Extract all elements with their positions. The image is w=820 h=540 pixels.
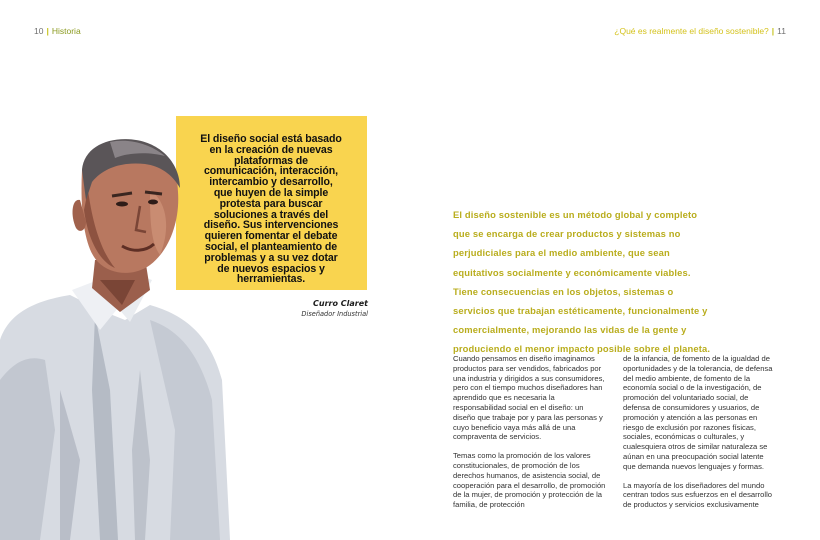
right-section-title: ¿Qué es realmente el diseño sostenible? bbox=[614, 26, 769, 36]
left-running-header bbox=[34, 26, 81, 36]
portrait-illustration bbox=[0, 130, 230, 540]
quote-author: Curro Claret bbox=[313, 299, 368, 308]
left-page-number: 10 bbox=[34, 26, 44, 36]
header-separator: | bbox=[771, 26, 775, 36]
quote-author-role: Diseñador Industrial bbox=[301, 310, 368, 318]
quote-attribution bbox=[301, 299, 368, 318]
header-separator: | bbox=[46, 26, 49, 36]
right-page-number: 11 bbox=[777, 26, 786, 36]
pull-quote: El diseño social está basado en la creación de nuevas plataformas de comunicación, interacción, intercambio y desarrollo, que huyen de la simple protesta para buscar soluciones a través del diseño. Sus intervenciones quieren fomentar el debate social, el planteamiento de problemas y a su vez dotar de nuevos espacios y herramientas. bbox=[200, 133, 342, 286]
body-paragraph: Temas como la promoción de los valores constitucionales, de promoción de los derechos humanos, de asistencia social, de cooperación para el desarrollo, de promoción de la mujer, de promoción y protección de la familia, de protección bbox=[453, 451, 606, 510]
body-column-1 bbox=[453, 354, 607, 519]
body-column-2 bbox=[623, 354, 777, 519]
body-paragraph: de la infancia, de fomento de la igualdad de oportunidades y de la tolerancia, de defensa del medio ambiente, de fomento de la economía social o de la investigación, de promoción del voluntariado social, de defensa de consumidores y usuarios, de promoción y atención a las personas en riesgo de exclusión por razones físicas, sociales, económicas o culturales, y cualesquiera otros de similar naturaleza se aúnan en una preocupación social latente que demanda nuevos lenguajes y formas. bbox=[623, 354, 773, 471]
right-running-header bbox=[614, 26, 786, 36]
lead-paragraph: El diseño sostenible es un método global y completo que se encarga de crear productos y sistemas no perjudiciales para el medio ambiente, que sean equitativos socialmente y económicamente viables. Tiene consecuencias en los objetos, sistemas o servicios que trabajan estéticamente, funcionalmente y comercialmente, mejorando las vidas de la gente y produciendo el menor impacto posible sobre el planeta. bbox=[453, 209, 711, 355]
body-paragraph: Cuando pensamos en diseño imaginamos productos para ser vendidos, fabricados por una industria y dirigidos a sus consumidores, pero con el tiempo muchos diseñadores han aprendido que es necesaria la responsabilidad social en el diseño: un diseño que trabaje por y para las personas y cuyo beneficio vaya más allá de una compraventa de servicios. bbox=[453, 354, 605, 442]
left-section-title: Historia bbox=[51, 26, 81, 36]
body-paragraph: La mayoría de los diseñadores del mundo centran todos sus esfuerzos en el desarrollo de productos y servicios exclusivamente bbox=[623, 480, 773, 510]
